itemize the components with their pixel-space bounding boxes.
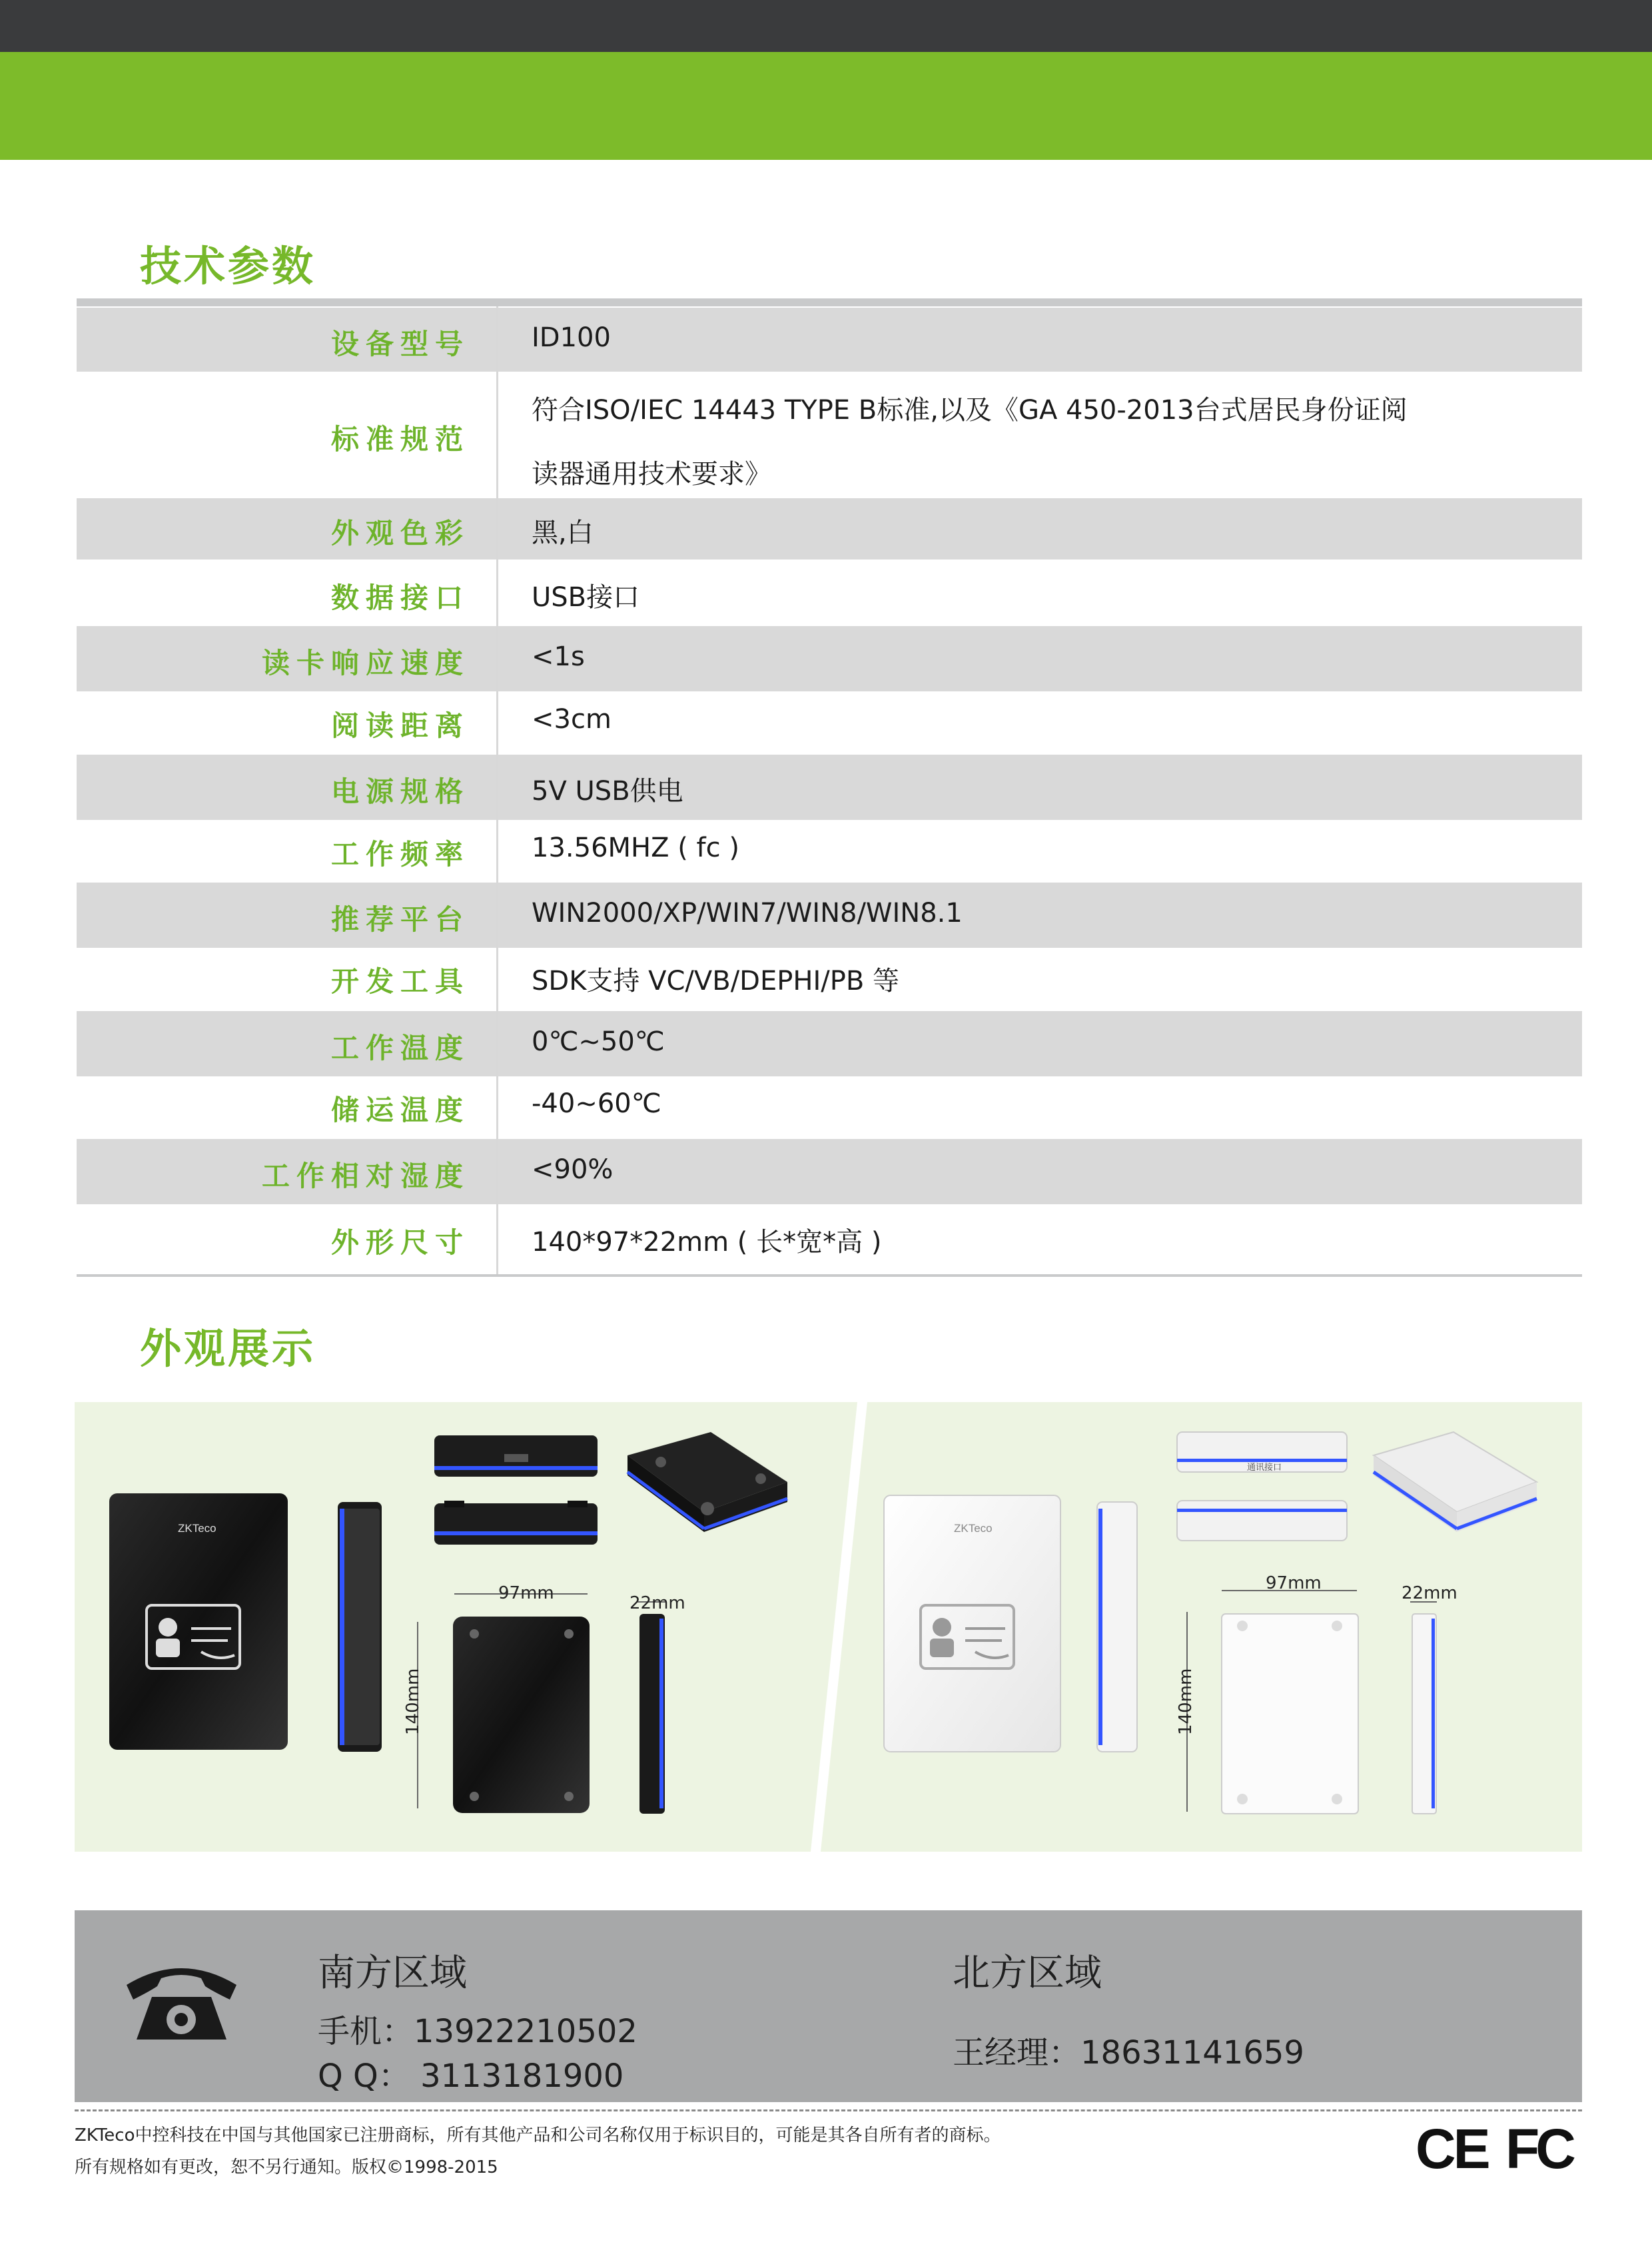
dim-height-black: 140mm	[403, 1668, 423, 1735]
table-column-divider	[496, 306, 498, 1276]
spec-section-title: 技术参数	[140, 242, 316, 290]
brand-logo-white: ZKTeco	[954, 1522, 993, 1535]
spec-row	[77, 374, 1582, 496]
spec-row	[77, 1203, 1582, 1273]
table-top-border	[77, 298, 1582, 306]
footer-dashed-line	[75, 2109, 1582, 2111]
spec-row	[77, 1075, 1582, 1136]
spec-value: 13.56MHZ ( fc )	[532, 833, 739, 863]
spec-label: 外观色彩	[330, 517, 470, 550]
port-label: 通讯接口	[1247, 1463, 1282, 1473]
spec-label: 开发工具	[330, 965, 470, 998]
product-illustrations	[75, 1402, 1582, 1852]
spec-label: 储运温度	[330, 1094, 470, 1126]
spec-row	[77, 691, 1582, 752]
spec-row	[77, 883, 1582, 948]
spec-value: ID100	[532, 322, 611, 353]
spec-label: 工作频率	[330, 838, 470, 871]
spec-row	[77, 308, 1582, 372]
north-region-title: 北方区域	[953, 1952, 1102, 1995]
spec-label: 数据接口	[330, 581, 470, 614]
white-reader-back	[1187, 1591, 1437, 1814]
white-reader-perspective	[1374, 1432, 1537, 1532]
north-manager: 王经理：18631141659	[953, 2034, 1304, 2071]
spec-value: USB接口	[532, 582, 640, 613]
spec-label: 标准规范	[330, 423, 470, 456]
spec-value-continued: 读器通用技术要求》	[532, 459, 771, 490]
dim-depth-black: 22mm	[629, 1593, 685, 1613]
spec-value: 黑,白	[532, 518, 594, 548]
appearance-section-title: 外观展示	[140, 1324, 316, 1373]
dim-height-white: 140mm	[1176, 1668, 1196, 1735]
spec-value: 符合ISO/IEC 14443 TYPE B标准,以及《GA 450-2013台式居民身份证阅	[532, 395, 1408, 426]
dim-depth-white: 22mm	[1402, 1583, 1457, 1603]
spec-row	[77, 755, 1582, 820]
spec-row	[77, 498, 1582, 560]
dim-width-black: 97mm	[498, 1583, 554, 1603]
spec-value: 140*97*22mm ( 长*宽*高 )	[532, 1226, 882, 1258]
black-reader-perspective	[627, 1432, 787, 1532]
spec-label: 工作相对湿度	[261, 1160, 470, 1192]
fc-mark: FC	[1505, 2117, 1572, 2180]
spec-label: 外形尺寸	[330, 1226, 470, 1259]
spec-value: SDK支持 VC/VB/DEPHI/PB 等	[532, 966, 900, 996]
spec-row	[77, 1139, 1582, 1204]
spec-value: <90%	[532, 1154, 614, 1185]
spec-label: 电源规格	[330, 775, 470, 808]
spec-label: 阅读距离	[330, 709, 470, 742]
spec-row	[77, 946, 1582, 1008]
dim-width-white: 97mm	[1266, 1573, 1322, 1593]
spec-label: 推荐平台	[330, 903, 470, 936]
south-region-title: 南方区域	[318, 1952, 467, 1995]
telephone-icon	[120, 1958, 243, 2045]
top-dark-bar	[0, 0, 1652, 52]
table-bottom-border	[77, 1274, 1582, 1277]
spec-row	[77, 626, 1582, 691]
white-reader-top	[1177, 1432, 1347, 1541]
spec-label: 设备型号	[330, 328, 470, 360]
white-reader-front	[884, 1495, 1060, 1752]
trademark-notice: ZKTeco中控科技在中国与其他国家已注册商标，所有其他产品和公司名称仅用于标识目的，可能是其各自所有者的商标。	[75, 2125, 1001, 2145]
spec-row	[77, 563, 1582, 624]
spec-label: 工作温度	[330, 1032, 470, 1064]
south-phone: 手机：13922210502	[318, 2013, 637, 2050]
black-reader-front	[109, 1493, 288, 1750]
spec-value: 0℃~50℃	[532, 1026, 665, 1057]
white-reader-side	[1097, 1502, 1137, 1752]
spec-value: WIN2000/XP/WIN7/WIN8/WIN8.1	[532, 898, 963, 929]
spec-value: <3cm	[532, 704, 612, 735]
spec-value: 5V USB供电	[532, 776, 683, 807]
contact-band	[75, 1910, 1582, 2102]
south-qq: Q Q： 3113181900	[318, 2057, 624, 2095]
spec-value: <1s	[532, 641, 585, 672]
black-reader-top	[434, 1435, 598, 1545]
copyright-notice: 所有规格如有更改，恕不另行通知。版权©1998-2015	[75, 2157, 498, 2177]
ce-mark: CE	[1416, 2117, 1488, 2180]
spec-row	[77, 1011, 1582, 1076]
black-reader-back	[418, 1594, 666, 1814]
black-reader-side	[338, 1502, 382, 1752]
spec-value: -40~60℃	[532, 1088, 661, 1119]
brand-logo-black: ZKTeco	[178, 1522, 216, 1535]
top-green-banner	[0, 52, 1652, 160]
spec-label: 读卡响应速度	[261, 647, 470, 679]
spec-row	[77, 819, 1582, 881]
